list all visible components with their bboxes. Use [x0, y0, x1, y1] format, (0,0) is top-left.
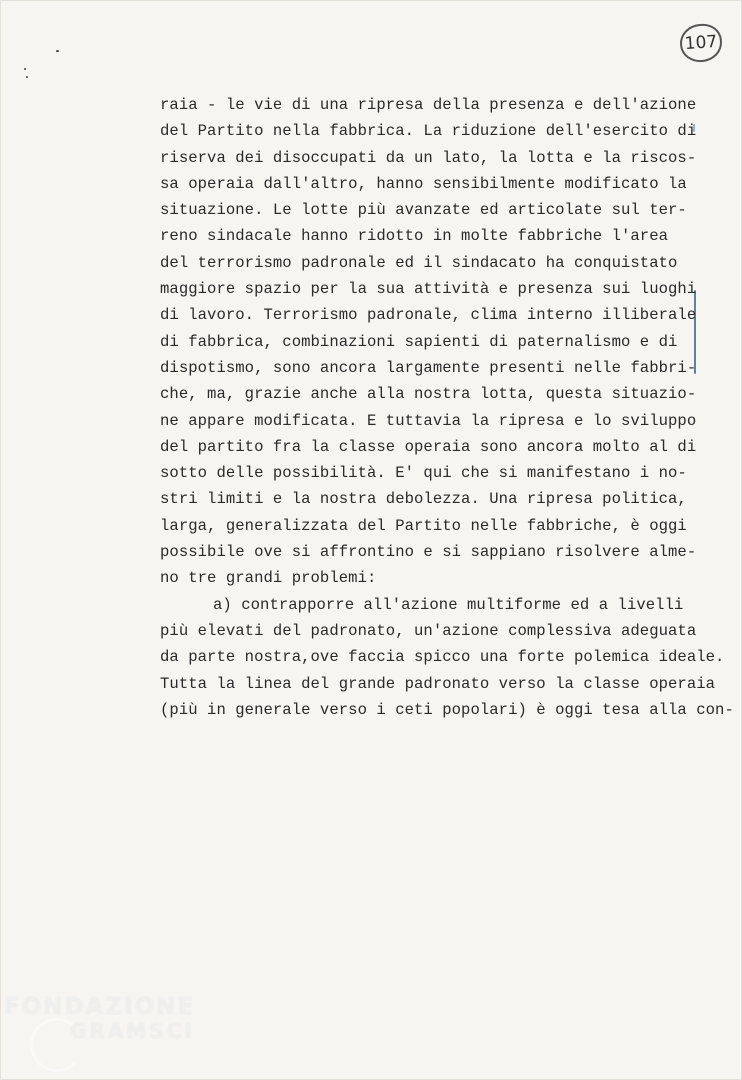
text-line: no tre grandi problemi: — [160, 569, 377, 588]
text-line: (più in generale verso i ceti popolari) è oggi tesa alla con- — [160, 700, 734, 719]
text-line: reno sindacale hanno ridotto in molte fabbriche l'area — [160, 227, 669, 246]
text-line: da parte nostra,ove faccia spicco una forte polemica ideale. — [160, 648, 725, 667]
text-line: situazione. Le lotte più avanzate ed articolate sul ter- — [160, 201, 687, 220]
text-line: possibile ove si affrontino e si sappiano risolvere almе- — [160, 543, 697, 562]
text-line-indented: a) contrapporre all'azione multiforme ed a livelli — [213, 595, 684, 614]
text-line: larga, generalizzata del Partito nelle fabbriche, è oggi — [160, 516, 687, 535]
text-line: del terrorismo padronale ed il sindacato ha conquistato — [160, 253, 678, 272]
page-number-stamp: 107 — [679, 23, 724, 64]
text-line: dispotismo, sono ancora largamente presenti nelle fabbri- — [160, 358, 697, 377]
text-line: di fabbrica, combinazioni sapienti di paternalismo e di — [160, 332, 678, 351]
text-line: ne appare modificata. E tuttavia la ripresa e lo sviluppo — [160, 411, 697, 430]
text-line: di lavoro. Terrorismo padronale, clima interno illiberale — [160, 306, 697, 325]
text-line: riserva dei disoccupati da un lato, la lotta e la riscos- — [160, 148, 697, 167]
watermark-line2: GRAMSCI — [70, 1019, 195, 1043]
paper-speck — [56, 50, 59, 52]
text-line: stri limiti e la nostra debolezza. Una ripresa politica, — [160, 490, 687, 509]
text-line: sa operaia dall'altro, hanno sensibilmente modificato la — [160, 174, 687, 193]
text-line: più elevati del padronato, un'azione complessiva adeguata — [160, 621, 697, 640]
text-line: del Partito nella fabbrica. La riduzione dell'esercito di — [160, 122, 697, 141]
archive-watermark — [4, 996, 195, 1041]
paper-speck — [24, 68, 26, 70]
text-line: che, ma, grazie anche alla nostra lotta, questa situazio- — [160, 385, 697, 404]
text-line: del partito fra la classe operaia sono ancora molto al di — [160, 437, 697, 456]
paper-speck — [26, 76, 28, 78]
text-line: maggiore spazio per la sua attività e presenza sui luoghi — [160, 280, 697, 299]
text-line: raia - le vie di una ripresa della presenza e dell'azione — [160, 96, 697, 114]
watermark-line1: FONDAZIONE — [4, 994, 196, 1020]
text-line: Tutta la linea del grande padronato verso la classe operaia — [160, 674, 716, 693]
text-line: sotto delle possibilità. E' qui che si manifestano i no- — [160, 464, 687, 483]
typewritten-body — [160, 92, 734, 723]
